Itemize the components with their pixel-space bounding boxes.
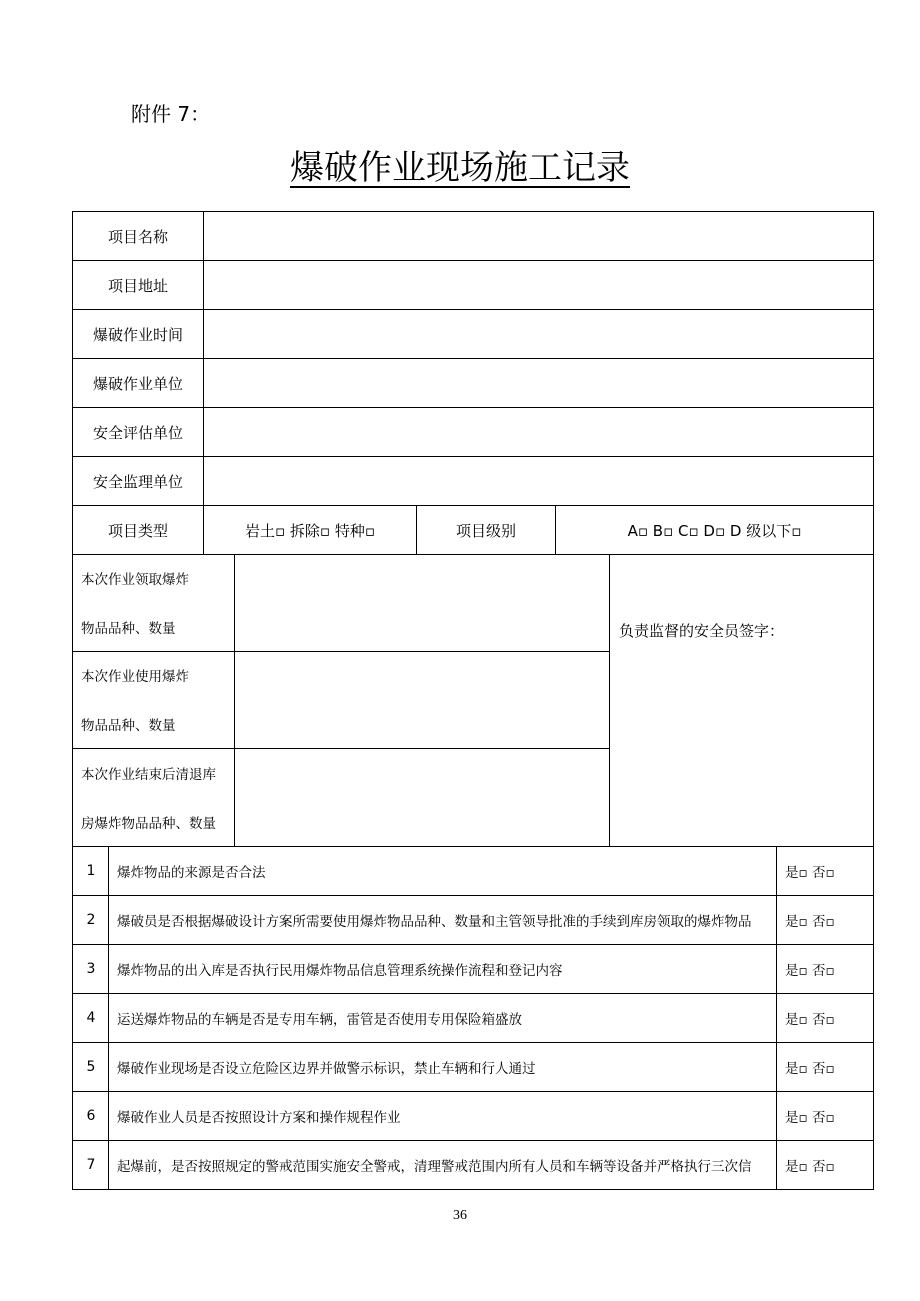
field-blasting-time[interactable]	[204, 310, 873, 358]
check-number: 6	[86, 1108, 96, 1124]
safety-officer-signature-label: 负责监督的安全员签字：	[619, 621, 785, 640]
page-title: 爆破作业现场施工记录	[290, 148, 630, 188]
label-project-name: 项目名称	[107, 227, 168, 246]
field-safety-assessment-unit[interactable]	[204, 408, 873, 456]
field-materials-received[interactable]	[235, 555, 609, 651]
check-yes-no[interactable]: 是▫ 否▫	[785, 865, 835, 881]
field-materials-returned[interactable]	[235, 749, 609, 846]
check-item-text: 爆炸物品的出入库是否执行民用爆炸物品信息管理系统操作流程和登记内容	[117, 963, 563, 979]
check-number: 3	[86, 961, 96, 977]
label-blasting-unit: 爆破作业单位	[92, 374, 183, 393]
label-materials-used-1: 本次作业使用爆炸	[81, 669, 189, 685]
field-safety-supervision-unit[interactable]	[204, 457, 873, 505]
check-yes-no[interactable]: 是▫ 否▫	[785, 1159, 835, 1175]
check-yes-no[interactable]: 是▫ 否▫	[785, 1012, 835, 1028]
label-blasting-time: 爆破作业时间	[92, 325, 183, 344]
field-materials-used[interactable]	[235, 652, 609, 748]
check-yes-no[interactable]: 是▫ 否▫	[785, 963, 835, 979]
check-item-text: 运送爆炸物品的车辆是否是专用车辆，雷管是否使用专用保险箱盛放	[117, 1012, 522, 1028]
check-number: 7	[86, 1157, 96, 1173]
label-materials-received-2: 物品品种、数量	[81, 621, 176, 637]
project-type-options[interactable]: 岩土▫ 拆除▫ 特种▫	[244, 521, 376, 540]
page-number: 36	[453, 1208, 467, 1223]
record-table	[72, 211, 874, 1190]
check-number: 4	[86, 1010, 96, 1026]
label-materials-used-2: 物品品种、数量	[81, 718, 176, 734]
check-yes-no[interactable]: 是▫ 否▫	[785, 1110, 835, 1126]
label-safety-supervision-unit: 安全监理单位	[92, 472, 183, 491]
check-yes-no[interactable]: 是▫ 否▫	[785, 1061, 835, 1077]
attachment-label: 附件 7：	[131, 102, 211, 126]
check-item-text: 爆破作业现场是否设立危险区边界并做警示标识，禁止车辆和行人通过	[117, 1061, 536, 1077]
field-blasting-unit[interactable]	[204, 359, 873, 407]
label-project-address: 项目地址	[107, 276, 168, 295]
check-item-text: 爆破员是否根据爆破设计方案所需要使用爆炸物品品种、数量和主管领导批准的手续到库房领取的爆炸物品	[117, 914, 752, 930]
check-item-text: 起爆前，是否按照规定的警戒范围实施安全警戒，清理警戒范围内所有人员和车辆等设备并严格执行三次信	[117, 1159, 752, 1175]
label-materials-returned-2: 房爆炸物品品种、数量	[81, 816, 216, 832]
check-number: 5	[86, 1059, 96, 1075]
label-safety-assessment-unit: 安全评估单位	[92, 423, 183, 442]
field-project-name[interactable]	[204, 212, 873, 260]
project-level-options[interactable]: A▫ B▫ C▫ D▫ D 级以下▫	[627, 521, 802, 540]
label-materials-received-1: 本次作业领取爆炸	[81, 572, 189, 588]
label-project-type: 项目类型	[107, 521, 168, 540]
label-materials-returned-1: 本次作业结束后清退库	[81, 767, 216, 783]
field-project-address[interactable]	[204, 261, 873, 309]
check-number: 2	[86, 912, 96, 928]
check-item-text: 爆炸物品的来源是否合法	[117, 865, 266, 881]
label-project-level: 项目级别	[455, 521, 516, 540]
check-yes-no[interactable]: 是▫ 否▫	[785, 914, 835, 930]
check-number: 1	[86, 863, 96, 879]
check-item-text: 爆破作业人员是否按照设计方案和操作规程作业	[117, 1110, 401, 1126]
